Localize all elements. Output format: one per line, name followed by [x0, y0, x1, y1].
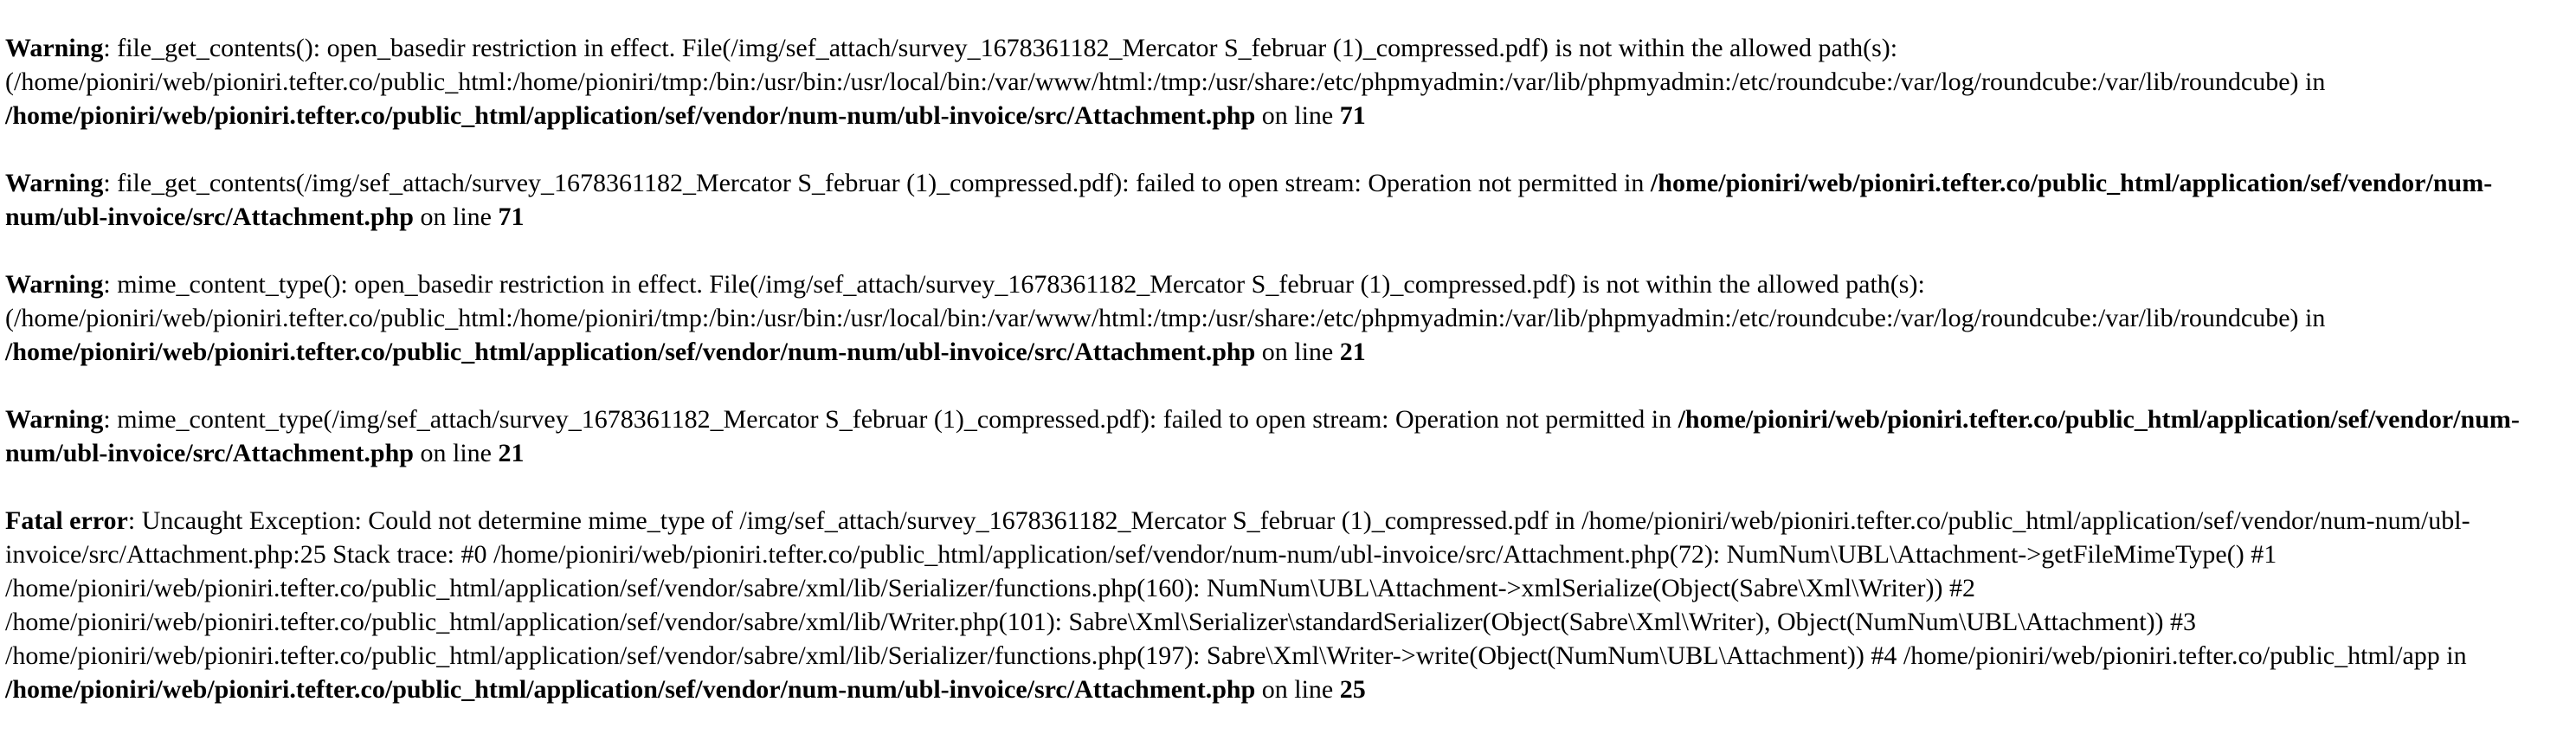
warning-message — [5, 267, 2571, 369]
on-line-label: on line — [414, 203, 499, 231]
message-level: Warning — [5, 169, 104, 197]
message-text: : file_get_contents(/img/sef_attach/survey_1678361182_Mercator S_februar (1)_compressed.pdf): failed to open stream: Operation not permitted in — [103, 169, 1651, 197]
on-line-label: on line — [1255, 101, 1340, 130]
warning-message — [5, 31, 2571, 132]
on-line-label: on line — [1255, 675, 1340, 704]
message-line-number: 71 — [1339, 101, 1366, 130]
message-line-number: 71 — [498, 203, 525, 231]
warning-message — [5, 402, 2571, 470]
message-file: /home/pioniri/web/pioniri.tefter.co/public_html/application/sef/vendor/num-num/ubl-invoice/src/Attachment.php — [5, 169, 2493, 231]
on-line-label: on line — [1255, 338, 1340, 366]
message-text: : Uncaught Exception: Could not determine mime_type of /img/sef_attach/survey_1678361182_Mercator S_februar (1)_compressed.pdf in /home/pioniri/web/pioniri.tefter.co/public_html/application/sef/vendor/num-num/ubl-invoice/src/Attachment.php:25 Stack trace: #0 /home/pioniri/web/pioniri.tefter.co/public_html/application/sef/vendor/num-num/ubl-invoice/src/Attachment.php(72): NumNum\UBL\Attachment->getFileMimeType() #1 /home/pioniri/web/pioniri.tefter.co/public_html/application/sef/vendor/sabre/xml/lib/Serializer/functions.php(160): NumNum\UBL\Attachment->xmlSerialize(Object(Sabre\Xml\Writer)) #2 /home/pioniri/web/pioniri.tefter.co/public_html/application/sef/vendor/sabre/xml/lib/Writer.php(101): Sabre\Xml\Serializer\standardSerializer(Object(Sabre\Xml\Writer), Object(NumNum\UBL\Attachment)) #3 /home/pioniri/web/pioniri.tefter.co/public_html/application/sef/vendor/sabre/xml/lib/Serializer/functions.php(197): Sabre\Xml\Writer->write(Object(NumNum\UBL\Attachment)) #4 /home/pioniri/web/pioniri.tefter.co/public_html/app in — [5, 506, 2470, 670]
message-text: : mime_content_type(): open_basedir restriction in effect. File(/img/sef_attach/survey_1678361182_Mercator S_februar (1)_compressed.pdf) is not within the allowed path(s): (/home/pioniri/web/pioniri.tefter.co/public_html:/home/pioniri/tmp:/bin:/usr/bin:/usr/local/bin:/var/www/html:/tmp:/usr/share:/etc/phpmyadmin:/var/lib/phpmyadmin:/etc/roundcube:/var/log/roundcube:/var/lib/roundcube) in — [5, 270, 2326, 332]
on-line-label: on line — [414, 439, 499, 467]
message-level: Warning — [5, 270, 104, 299]
message-file: /home/pioniri/web/pioniri.tefter.co/public_html/application/sef/vendor/num-num/ubl-invoice/src/Attachment.php — [5, 675, 1256, 704]
message-text: : mime_content_type(/img/sef_attach/survey_1678361182_Mercator S_februar (1)_compressed.pdf): failed to open stream: Operation not permitted in — [103, 405, 1678, 434]
message-level: Warning — [5, 34, 104, 62]
message-level: Fatal error — [5, 506, 128, 535]
message-level: Warning — [5, 405, 104, 434]
message-line-number: 25 — [1339, 675, 1366, 704]
message-line-number: 21 — [1339, 338, 1366, 366]
fatal-error-message — [5, 504, 2571, 706]
message-text: : file_get_contents(): open_basedir restriction in effect. File(/img/sef_attach/survey_1678361182_Mercator S_februar (1)_compressed.pdf) is not within the allowed path(s): (/home/pioniri/web/pioniri.tefter.co/public_html:/home/pioniri/tmp:/bin:/usr/bin:/usr/local/bin:/var/www/html:/tmp:/usr/share:/etc/phpmyadmin:/var/lib/phpmyadmin:/etc/roundcube:/var/log/roundcube:/var/lib/roundcube) in — [5, 34, 2326, 96]
message-file: /home/pioniri/web/pioniri.tefter.co/public_html/application/sef/vendor/num-num/ubl-invoice/src/Attachment.php — [5, 338, 1256, 366]
message-file: /home/pioniri/web/pioniri.tefter.co/public_html/application/sef/vendor/num-num/ubl-invoice/src/Attachment.php — [5, 101, 1256, 130]
warning-message — [5, 166, 2571, 234]
message-line-number: 21 — [498, 439, 525, 467]
message-file: /home/pioniri/web/pioniri.tefter.co/public_html/application/sef/vendor/num-num/ubl-invoice/src/Attachment.php — [5, 405, 2520, 467]
